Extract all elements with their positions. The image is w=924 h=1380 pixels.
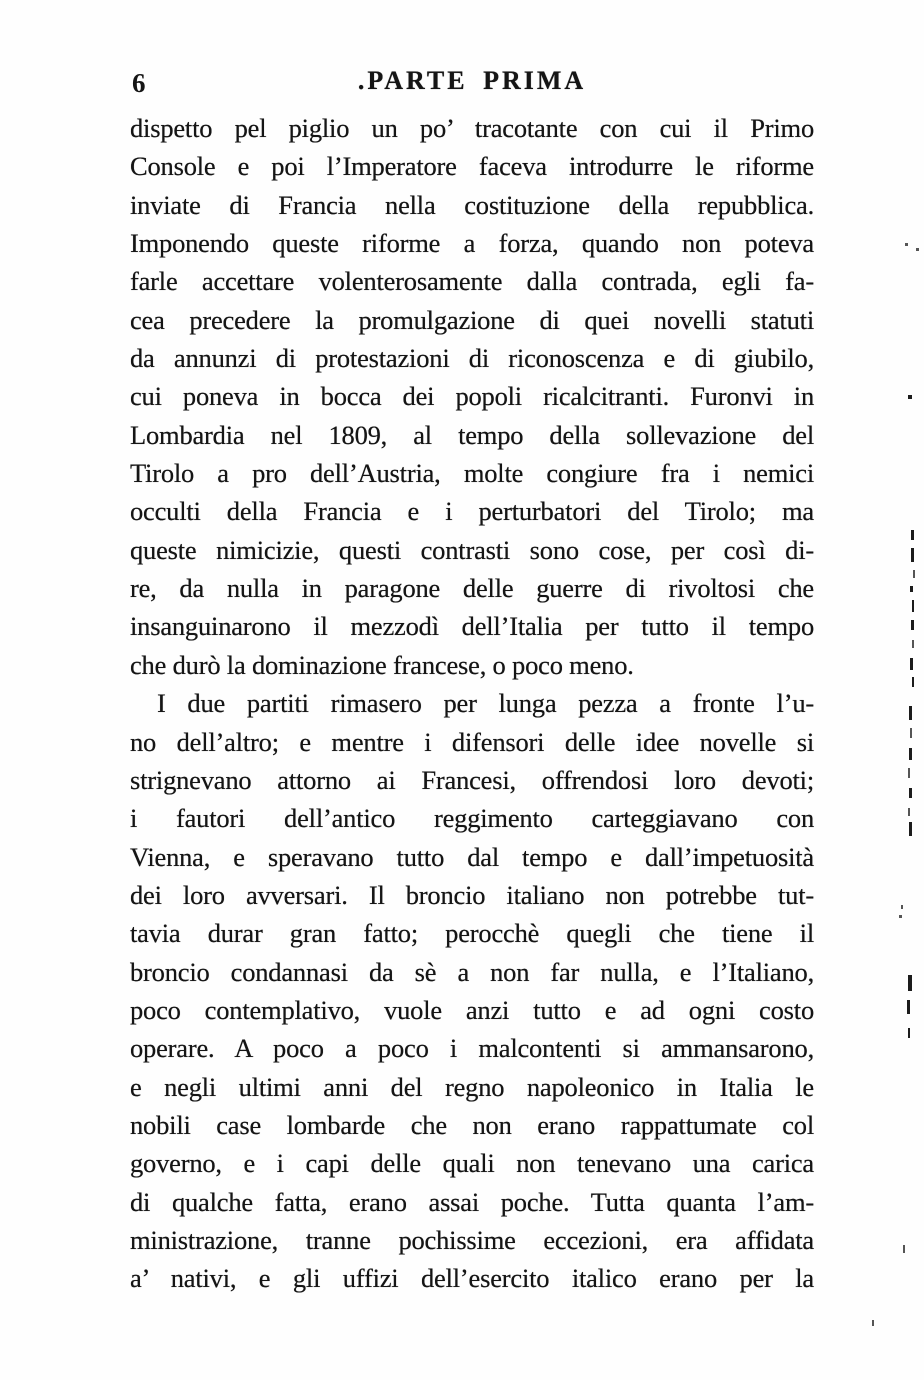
- text-line: tavia durar gran fatto; perocchè quegli che tiene il: [130, 918, 814, 949]
- ink-speck: [908, 1028, 910, 1038]
- text-line: i fautori dell’antico reggimento carteggiavano con: [130, 803, 814, 834]
- ink-speck: [909, 788, 912, 798]
- ink-speck: [909, 822, 912, 836]
- ink-speck: [911, 548, 914, 562]
- text-line: cea precedere la promulgazione di quei novelli statuti: [130, 304, 814, 335]
- text-line: dei loro avversari. Il broncio italiano non potrebbe tut-: [130, 879, 814, 910]
- running-title: .PARTE PRIMA: [357, 66, 587, 95]
- ink-speck: [908, 975, 912, 991]
- text-line: occulti della Francia e i perturbatori del Tirolo; ma: [130, 496, 814, 527]
- text-line: da annunzi di protestazioni di riconoscenza e di giubilo,: [130, 343, 814, 374]
- text-line: broncio condannasi da sè a non far nulla, e l’Italiano,: [130, 956, 814, 987]
- text-line: poco contemplativo, vuole anzi tutto e ad ogni costo: [130, 994, 814, 1025]
- text-line: Imponendo queste riforme a forza, quando non poteva: [130, 228, 814, 259]
- text-line: queste nimicizie, questi contrasti sono cose, per così di-: [130, 534, 814, 565]
- text-line: insanguinarono il mezzodì dell’Italia per tutto il tempo: [130, 611, 814, 642]
- ink-speck: [905, 243, 908, 246]
- ink-speck: [912, 677, 914, 687]
- ink-speck: [912, 600, 914, 612]
- text-line-paragraph-start: I due partiti rimasero per lunga pezza a fronte l’u-: [157, 688, 814, 719]
- text-line: a’ nativi, e gli uffizi dell’esercito italico erano per la: [130, 1263, 814, 1294]
- ink-speck: [909, 706, 912, 720]
- ink-speck: [907, 1000, 910, 1014]
- ink-speck: [910, 586, 913, 592]
- ink-speck: [872, 1320, 874, 1326]
- text-line: inviate di Francia nella costituzione della repubblica.: [130, 189, 814, 220]
- ink-speck: [908, 395, 912, 399]
- ink-speck: [903, 1245, 905, 1253]
- text-line: strignevano attorno ai Francesi, offrendosi loro devoti;: [130, 764, 814, 795]
- ink-speck: [909, 748, 912, 760]
- text-line: farle accettare volenterosamente dalla contrada, egli fa-: [130, 266, 814, 297]
- text-line: re, da nulla in paragone delle guerre di rivoltosi che: [130, 573, 814, 604]
- ink-speck: [911, 620, 914, 630]
- ink-speck: [908, 768, 910, 778]
- body-text: [130, 109, 814, 1298]
- text-line-paragraph-end: che durò la dominazione francese, o poco meno.: [130, 649, 634, 680]
- ink-speck: [910, 728, 912, 738]
- text-line: ministrazione, tranne pochissime eccezioni, era affidata: [130, 1224, 814, 1255]
- text-line: Tirolo a pro dell’Austria, molte congiure fra i nemici: [130, 458, 814, 489]
- ink-speck: [913, 570, 915, 578]
- text-line: no dell’altro; e mentre i difensori delle idee novelle si: [130, 726, 814, 757]
- ink-speck: [916, 248, 919, 251]
- text-line: Console e poi l’Imperatore faceva introdurre le riforme: [130, 151, 814, 182]
- text-line: e negli ultimi anni del regno napoleonico in Italia le: [130, 1071, 814, 1102]
- text-line: di qualche fatta, erano assai poche. Tutta quanta l’am-: [130, 1186, 814, 1217]
- ink-speck: [910, 658, 913, 670]
- ink-speck: [908, 808, 910, 816]
- ink-speck: [899, 915, 902, 918]
- page-number: 6: [132, 68, 147, 98]
- ink-speck: [901, 905, 903, 909]
- text-line: Vienna, e speravano tutto dal tempo e dall’impetuosità: [130, 841, 814, 872]
- text-line: dispetto pel piglio un po’ tracotante con cui il Primo: [130, 113, 814, 143]
- ink-speck: [911, 530, 914, 540]
- text-line: nobili case lombarde che non erano rappattumate col: [130, 1109, 814, 1140]
- running-header: [130, 66, 814, 102]
- ink-speck: [912, 640, 914, 648]
- text-line: Lombardia nel 1809, al tempo della sollevazione del: [130, 419, 814, 450]
- text-line: cui poneva in bocca dei popoli ricalcitranti. Furonvi in: [130, 381, 814, 412]
- text-line: governo, e i capi delle quali non tenevano una carica: [130, 1148, 814, 1179]
- text-line: operare. A poco a poco i malcontenti si ammansarono,: [130, 1033, 814, 1064]
